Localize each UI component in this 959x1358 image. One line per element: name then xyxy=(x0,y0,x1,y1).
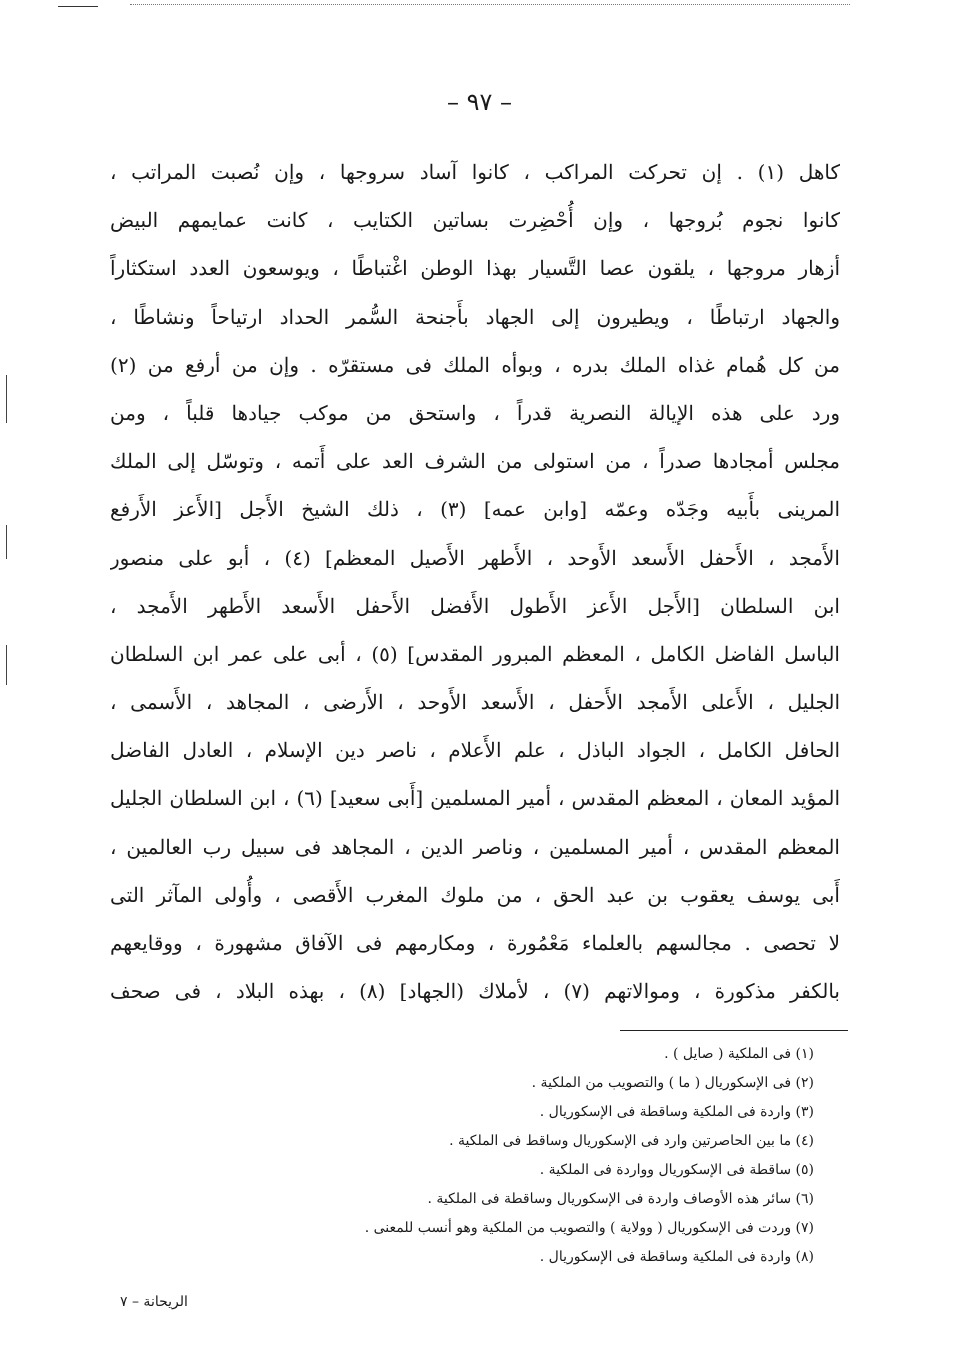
footnote-item: (١) فى الملكية ( صايل ) . xyxy=(664,1046,814,1062)
footnote-separator xyxy=(620,1030,848,1031)
body-line: الجليل ، الأَعلى الأَمجد الأَحفل ، الأَسعد الأَوحد ، الأَرضى ، المجاهد ، الأَسمى ، xyxy=(110,690,840,715)
body-line: كاهل (١) . إن تحركت المراكب ، كانوا آساد سروجها ، وإن نُصبت المراتب ، xyxy=(110,160,840,184)
body-line: المعظم المقدس ، أمير المسلمين ، وناصر الدين ، المجاهد فى سبيل رب العالمين ، xyxy=(110,834,840,859)
footnote-item: (٢) فى الإسكوريال ( ما ) والتصويب من الملكية . xyxy=(531,1075,814,1091)
body-text xyxy=(110,148,840,1015)
page-number: – ٩٧ – xyxy=(446,88,513,116)
margin-scan-mark xyxy=(6,525,7,559)
margin-scan-mark xyxy=(6,645,7,685)
body-line: كانوا نجوم بُروجها ، وإن أُحْضِرت بساتين الكتايب ، كانت عمايمهم البيض xyxy=(110,208,840,233)
body-line: أزهار مروجها ، يلقون عصا التَّسيار بهذا الوطن اغْتباطًا ، ويوسعون العدد استكثاراً xyxy=(110,256,840,281)
body-line: الباسل الفاضل الكامل ، المعظم المبرور المقدس] (٥) ، أبى على عمر ابن السلطان xyxy=(110,641,840,666)
footnote-item: (٨) واردة فى الملكية وساقطة فى الإسكوريال . xyxy=(539,1249,814,1265)
footnote-item: (٤) ما بين الحاصرتين وارد فى الإسكوريال وساقط فى الملكية . xyxy=(449,1133,814,1149)
printer-signature: الريحانة – ٧ xyxy=(120,1294,188,1310)
body-line: المؤيد المعان ، المعظم المقدس ، أمير المسلمين [أَبى سعيد] (٦) ، ابن السلطان الجليل xyxy=(110,786,840,811)
body-line: بالكفر مذكورة ، وموالاتهم (٧) ، لأملاك (الجهاد] (٨) ، بهذه البلاد ، فى صحف xyxy=(110,979,840,1004)
footnote-item: (٣) واردة فى الملكية وساقطة فى الإسكوريال . xyxy=(539,1104,814,1120)
footnote-item: (٦) سائر هذه الأوصاف واردة فى الإسكوريال وساقطة فى الملكية . xyxy=(427,1191,814,1207)
body-line: الحافل الكامل ، الجواد الباذل ، علم الأَعلام ، ناصر دين الإسلام ، العادل الفاضل xyxy=(110,738,840,763)
top-dotted-rule xyxy=(130,4,850,5)
body-line: المرينى بأَبيه وجَدّه وعمّه [وابن عمه] (٣) ، ذلك الشيخ الأَجل [الأَعز الأَرفع xyxy=(110,497,840,522)
body-line: الأَمجد ، الأَحفل الأَسعد الأَوحد ، الأَطهر الأَصيل المعظم] (٤) ، أبو على منصور xyxy=(110,545,840,570)
footnote-item: (٧) وردت فى الإسكوريال ( وولاية ) والتصويب من الملكية وهو أنسب للمعنى . xyxy=(364,1220,814,1236)
footnotes xyxy=(174,1040,814,1272)
footnote-item: (٥) ساقطة فى الإسكوريال وواردة فى الملكية . xyxy=(539,1162,814,1178)
top-left-rule xyxy=(58,6,98,7)
body-line: مجلس أمجادها صدراً ، من استولى من الشرف العد على أَتمه ، وتوسّل إلى الملك xyxy=(110,449,840,474)
body-line: لا تحصى . مجالسهم بالعلماء مَعْمُورة ، ومكارمهم فى الآفاق مشهورة ، ووقايعهم xyxy=(110,931,840,955)
body-line: من كل هُمام غذاه الملك بدره ، وبوأه الملك فى مستقرّه . وإن من أرفع من (٢) xyxy=(110,352,840,377)
body-line: والجهاد ارتباطًا ، ويطيرون إلى الجهاد بأَجنحة السُّمر الحداد ارتياحاً ونشاطًا ، xyxy=(110,304,840,329)
margin-scan-mark xyxy=(6,375,7,423)
body-line: ابن السلطان [الأَجل الأَعز الأَطول الأَفضل الأَحفل الأَسعد الأَطهر الأَمجد ، xyxy=(110,593,840,618)
body-line: أَبى يوسف يعقوب بن عبد الحق ، من ملوك المغرب الأَقصى ، وأُولى المآثر التى xyxy=(110,882,840,907)
body-line: ورد على هذه الإيالة النصرية قدراً ، واستحق من موكب جيادها قلباً ، ومن xyxy=(110,400,840,425)
